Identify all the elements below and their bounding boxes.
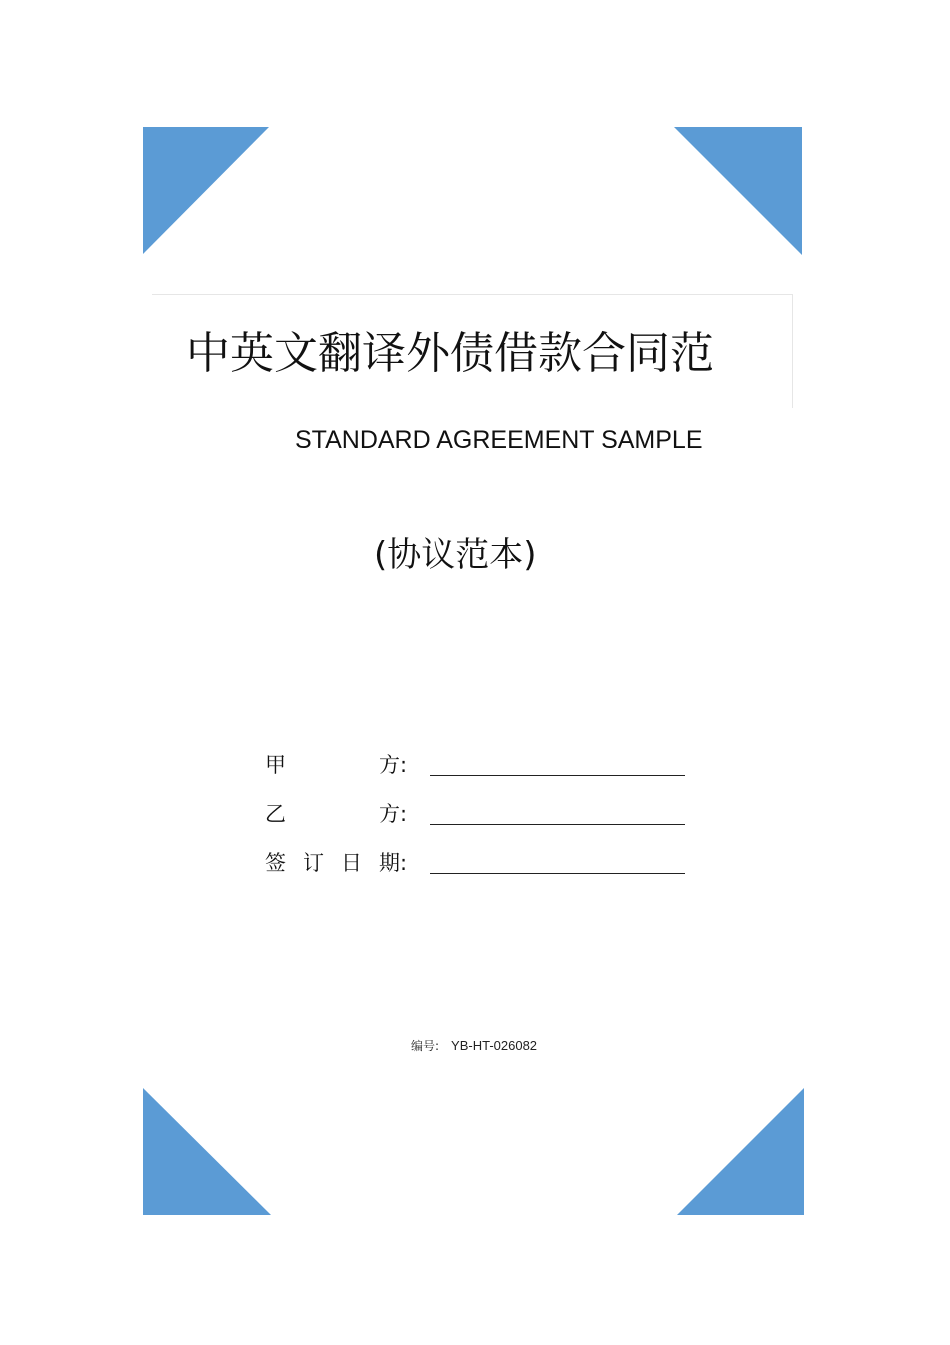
party-a-label-char: 方: xyxy=(379,753,408,777)
document-number-label: 编号: xyxy=(411,1039,440,1053)
sign-date-label-char: 期: xyxy=(379,851,408,875)
corner-triangle-top-right-icon xyxy=(674,127,802,255)
party-a-field xyxy=(265,750,695,780)
sign-date-label-char: 签 xyxy=(265,851,286,875)
corner-triangle-top-left-icon xyxy=(143,127,269,254)
corner-triangle-bottom-left-icon xyxy=(143,1088,271,1215)
sign-date-label-char: 日 xyxy=(341,851,362,875)
document-number-value: YB-HT-026082 xyxy=(451,1038,538,1053)
document-number xyxy=(411,1037,537,1055)
party-b-label-char: 乙 xyxy=(265,802,286,826)
party-a-blank-line[interactable] xyxy=(430,775,685,776)
party-b-blank-line[interactable] xyxy=(430,824,685,825)
document-subtitle-chinese: (协议范本) xyxy=(374,535,537,575)
sign-date-label-char: 订 xyxy=(303,851,324,875)
party-b-label-char: 方: xyxy=(379,802,408,826)
document-subtitle-english: STANDARD AGREEMENT SAMPLE xyxy=(295,426,703,454)
party-a-label-char: 甲 xyxy=(265,753,286,777)
party-b-field xyxy=(265,799,695,829)
corner-triangle-bottom-right-icon xyxy=(677,1088,804,1215)
sign-date-blank-line[interactable] xyxy=(430,873,685,874)
sign-date-field xyxy=(265,848,695,878)
document-title: 中英文翻译外债借款合同范 xyxy=(186,328,714,379)
